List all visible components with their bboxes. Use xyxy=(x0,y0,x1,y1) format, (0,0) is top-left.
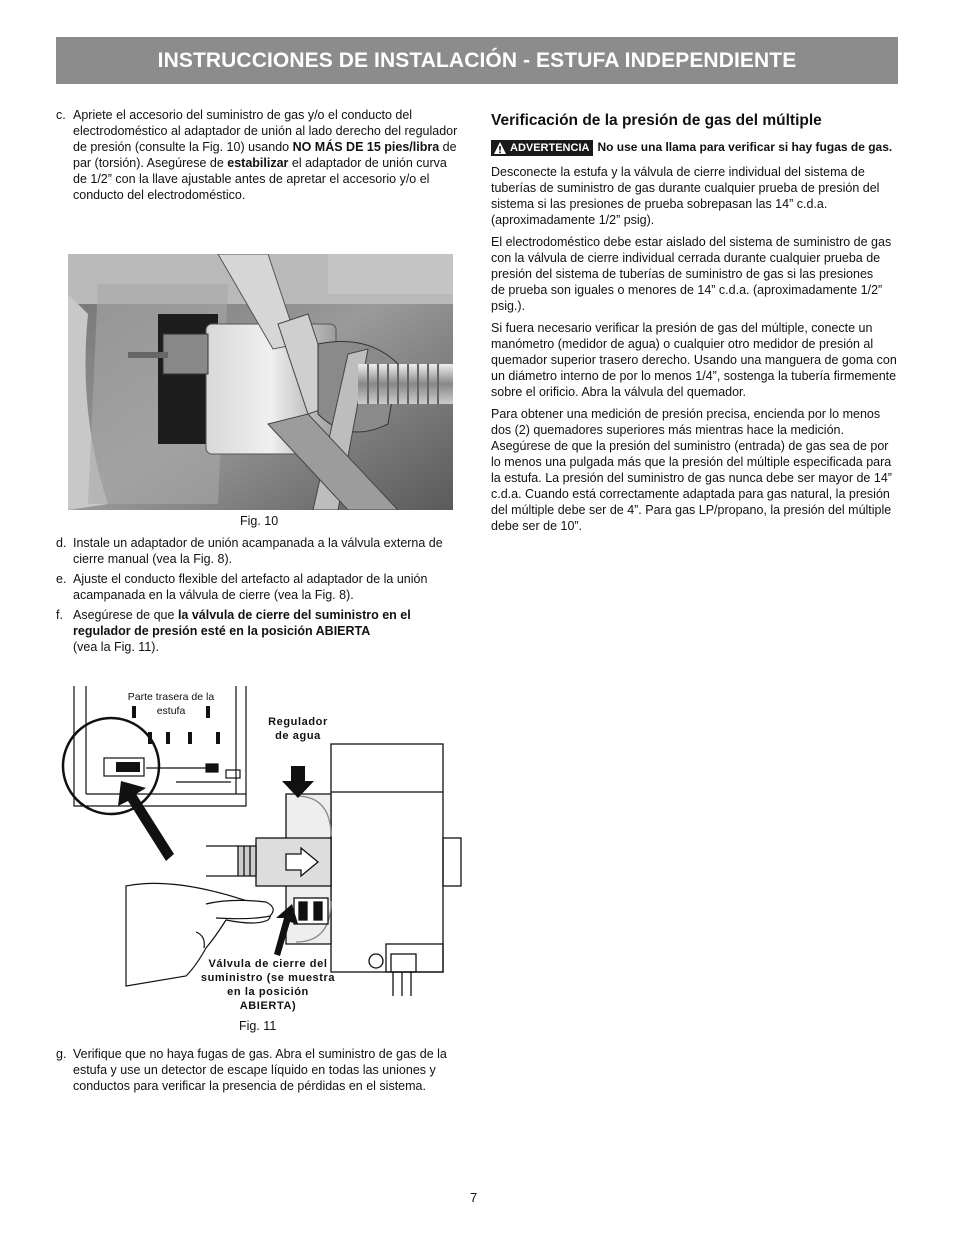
step-marker: f. xyxy=(56,608,63,622)
warning-text: No use una llama para verificar si hay fugas de gas. xyxy=(597,140,893,154)
page-title: INSTRUCCIONES DE INSTALACIÓN - ESTUFA INDEPENDIENTE xyxy=(157,48,797,72)
paragraph: de prueba son iguales o menores de 14” c.d.a. (aproximadamente 1/2” psig.). xyxy=(491,282,883,313)
step-d xyxy=(56,535,462,567)
bold-run: estabilizar xyxy=(227,156,289,170)
page-number: 7 xyxy=(470,1190,478,1205)
warning-badge-label: ADVERTENCIA xyxy=(510,141,590,154)
step-text: Verifique que no haya fugas de gas. Abra el suministro de gas de la estufa y use un detector de escape líquido en todas las uniones y conductos para verificar la presencia de pérdidas en el sistema. xyxy=(73,1047,447,1093)
text-run: de par (torsión). Asegúrese de xyxy=(73,140,457,170)
text-run: (vea la Fig. 11). xyxy=(73,640,159,654)
step-f xyxy=(56,607,462,655)
section-heading: Verificación de la presión de gas del múltiple xyxy=(491,112,822,129)
left-column xyxy=(56,107,462,203)
label-shutoff-valve: Válvula de cierre del suministro (se muestra en la posición ABIERTA) xyxy=(200,958,336,1012)
label-water-regulator: Regulador de agua xyxy=(268,716,328,742)
warning-triangle-icon xyxy=(493,141,507,155)
figure-10-caption: Fig. 10 xyxy=(240,514,279,528)
figure-11-caption: Fig. 11 xyxy=(239,1019,277,1033)
paragraph: Para obtener una medición de presión precisa, encienda por lo menos dos (2) quemadores superiores más mientras hace la medición. Asegúrese de que la presión del suministro (entrada) de gas sea de por lo menos una pulgada más que la presión del múltiple especificada para la estufa. La presión del suministro de gas nunca debe ser mayor de 14” c.d.a. Cuando está correctamente adaptada para gas natural, la presión del múltiple debe ser de 4”. Para gas LP/propano, la presión del múltiple debe ser de 10”. xyxy=(491,406,892,533)
bold-run: NO MÁS DE 15 pies/libra xyxy=(292,140,440,154)
step-text xyxy=(73,107,462,203)
bold-run: la válvula de cierre del suministro en el regulador de presión esté en la posición ABIERTA xyxy=(73,608,411,638)
warning-block xyxy=(491,139,899,156)
text-run: Apriete el accesorio del suministro de gas y/o el conducto del electrodoméstico al adaptador de unión al lado derecho del regulador de presión (consulte la Fig. 10) usando xyxy=(73,108,458,154)
page-title-banner xyxy=(56,37,898,84)
right-column xyxy=(491,107,899,540)
step-e xyxy=(56,571,462,603)
text-run: Asegúrese de que xyxy=(73,608,178,622)
text-run: el adaptador de unión curva de 1/2” con la llave ajustable antes de apretar el accesorio y/o el conducto del electrodoméstico. xyxy=(73,156,447,202)
step-text: Ajuste el conducto flexible del artefacto al adaptador de la unión acampanada en la válvula de cierre (vea la Fig. 8). xyxy=(73,572,428,602)
label-rear-of-stove: Parte trasera de la estufa xyxy=(127,691,215,717)
left-column-final xyxy=(56,1046,462,1094)
step-text xyxy=(73,607,462,655)
step-text: Instale un adaptador de unión acampanada a la válvula externa de cierre manual (vea la Fig. 8). xyxy=(73,536,443,566)
paragraph: Desconecte la estufa y la válvula de cierre individual del sistema de tuberías de suministro de gas durante cualquier prueba de presión del sistema si las presiones de prueba sobrepasan las 14” c.d.a. (aproximadamente 1/2” psig). xyxy=(491,164,880,227)
figure-10-photo xyxy=(68,254,453,510)
step-c xyxy=(56,107,462,203)
warning-badge xyxy=(491,140,593,156)
step-marker: e. xyxy=(56,572,67,586)
left-column-steps xyxy=(56,535,462,655)
paragraph: Si fuera necesario verificar la presión de gas del múltiple, conecte un manómetro (medidor de agua) o cualquier otro medidor de presión al quemador superior trasero derecho. Usando una manguera de goma con un diámetro interno de por lo menos 1/4”, sostenga la tubería firmemente sobre el orificio. Abra la válvula del quemador. xyxy=(491,320,897,399)
step-marker: c. xyxy=(56,108,66,122)
step-g xyxy=(56,1046,462,1094)
paragraph: El electrodoméstico debe estar aislado del sistema de suministro de gas con la válvula de cierre individual cerrada durante cualquier prueba de presión del sistema de tuberías de suministro de gas si las presiones xyxy=(491,234,892,281)
step-marker: d. xyxy=(56,536,67,550)
step-marker: g. xyxy=(56,1047,67,1061)
